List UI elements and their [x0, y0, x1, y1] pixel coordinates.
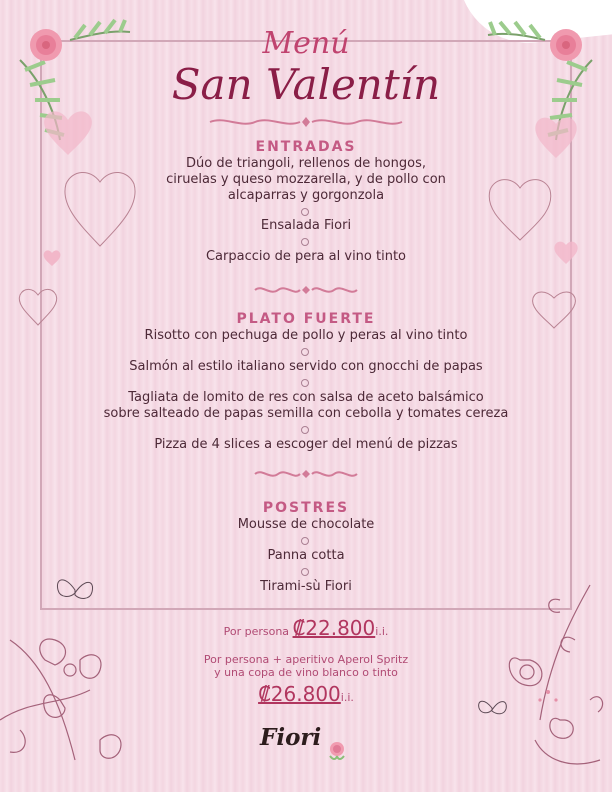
price-label-1: Por persona	[223, 625, 290, 638]
menu-item: alcaparras y gorgonzola	[227, 188, 385, 203]
menu-item: sobre salteado de papas semilla con cebolla y tomates cereza	[103, 406, 509, 421]
item-bullet	[301, 568, 309, 576]
section-title-postres: POSTRES	[262, 500, 350, 516]
price-suffix-2: i.i.	[340, 691, 354, 704]
menu-subtitle: San Valentín	[171, 60, 441, 109]
ornament-divider	[200, 283, 412, 297]
menu-item: ciruelas y queso mozzarella, y de pollo con	[166, 172, 446, 187]
menu-item: Tagliata de lomito de res con salsa de aceto balsámico	[128, 390, 484, 405]
price-label-2-line1: Por persona + aperitivo Aperol Spritz	[203, 653, 409, 666]
logo-text: Fiori	[260, 724, 322, 751]
price-value-1: ₡22.800	[292, 616, 376, 640]
menu-item: Carpaccio de pera al vino tinto	[205, 249, 406, 264]
heart-filled-left-small	[44, 250, 61, 266]
item-bullet	[301, 426, 309, 434]
section-title-plato-fuerte: PLATO FUERTE	[236, 311, 376, 327]
item-bullet	[301, 348, 309, 356]
menu-item: Salmón al estilo italiano servido con gnocchi de papas	[129, 359, 483, 374]
price-line-1	[0, 616, 612, 640]
menu-title: Menú	[262, 26, 350, 61]
menu-item: Pizza de 4 slices a escoger del menú de pizzas	[154, 437, 458, 452]
section-title-entradas: ENTRADAS	[255, 139, 357, 155]
menu-item: Dúo de triangoli, rellenos de hongos,	[186, 156, 426, 171]
menu-item: Panna cotta	[267, 548, 345, 563]
logo-rose-icon	[326, 740, 348, 762]
ornament-divider	[200, 115, 412, 129]
price-value-2: ₡26.800	[258, 682, 341, 706]
price-label-2-line2: y una copa de vino blanco o tinto	[214, 666, 398, 679]
item-bullet	[301, 238, 309, 246]
menu-item: Ensalada Fiori	[260, 218, 352, 233]
item-bullet	[301, 537, 309, 545]
item-bullet	[301, 379, 309, 387]
item-bullet	[301, 208, 309, 216]
price-line-2	[0, 682, 612, 706]
price-suffix-1: i.i.	[375, 625, 389, 638]
ornament-divider	[200, 467, 412, 481]
menu-item: Mousse de chocolate	[237, 517, 375, 532]
menu-item: Risotto con pechuga de pollo y peras al vino tinto	[144, 328, 468, 343]
heart-filled-right-small	[554, 242, 577, 264]
menu-item: Tirami-sù Fiori	[260, 579, 352, 594]
